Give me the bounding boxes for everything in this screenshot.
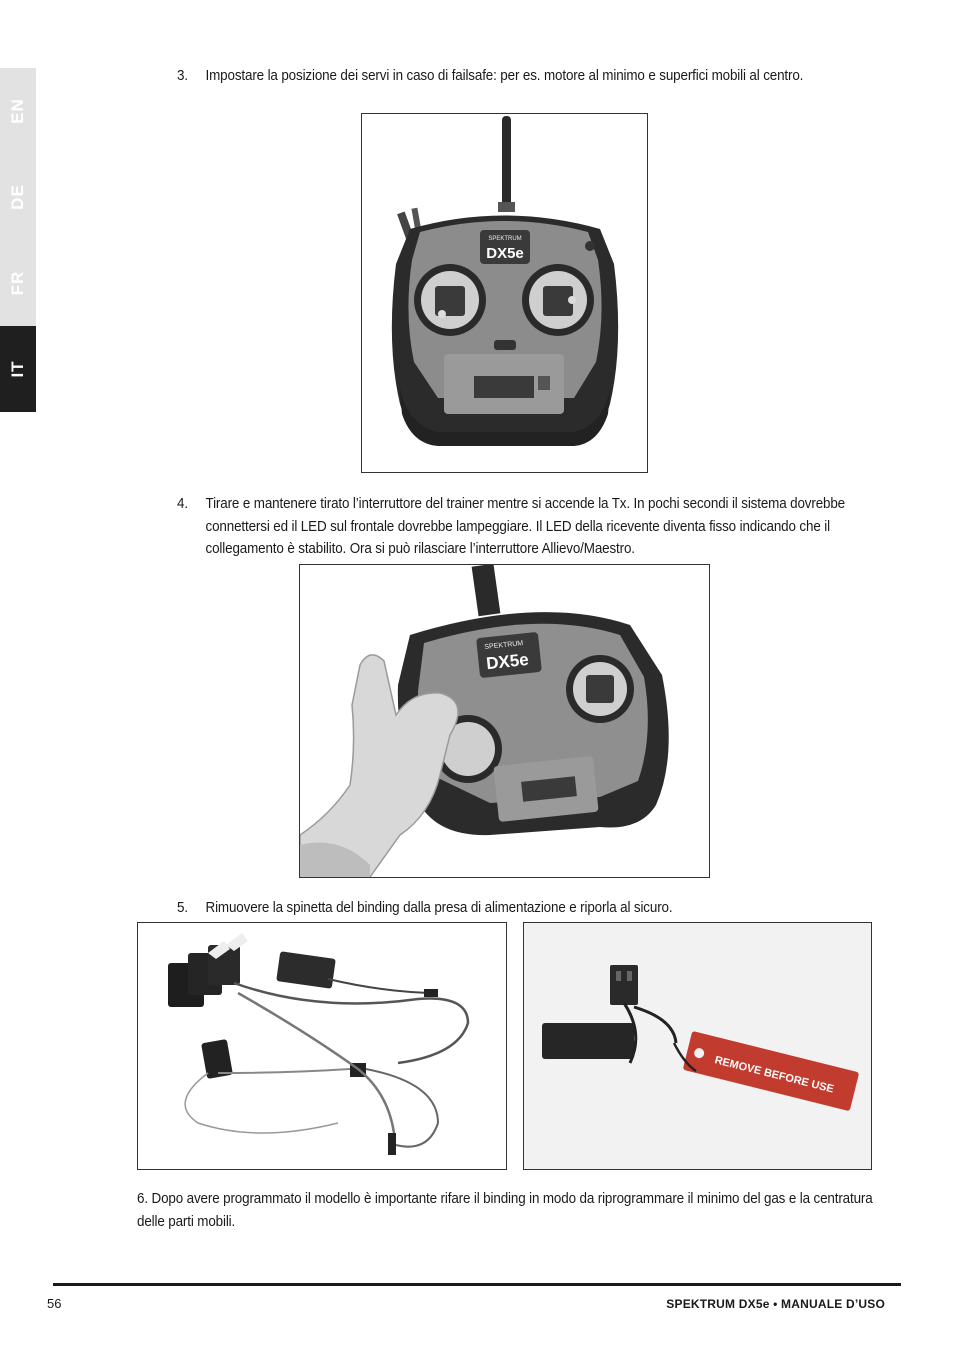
tab-en[interactable]: [0, 68, 36, 154]
tx-hand-brand: SPEKTRUM: [484, 639, 524, 652]
tx-front-brand: SPEKTRUM: [488, 236, 522, 242]
footer-title: SPEKTRUM DX5e • MANUALE D’USO: [666, 1297, 885, 1311]
step-5-text: Rimuovere la spinetta del binding dalla presa di alimentazione e riporla al sicuro.: [205, 900, 673, 916]
page-number: 56: [47, 1296, 62, 1311]
tab-it[interactable]: [0, 326, 36, 412]
step-6-text: 6. Dopo avere programmato il modello è importante rifare il binding in modo da riprogrammare il minimo del gas e la centratura delle parti mobili.: [137, 1191, 873, 1230]
step-3-number: 3.: [177, 68, 188, 84]
tag-label: REMOVE BEFORE USE: [713, 1054, 835, 1096]
step-5-number: 5.: [177, 900, 188, 916]
footer-rule: [53, 1283, 901, 1286]
transmitter-front-illustration: [362, 114, 647, 472]
tab-fr[interactable]: [0, 240, 36, 326]
step-4: [177, 493, 867, 561]
receiver-wiring-illustration: [138, 923, 506, 1169]
step-4-text: Tirare e mantenere tirato l’interruttore del trainer mentre si accende la Tx. In pochi secondi il sistema dovrebbe connettersi ed il LED sul frontale dovrebbe lampeggiare. Il LED della ricevente diventa fisso indicando che il collegamento è stabilito. Ora si può rilasciare l’interruttore Allievo/Maestro.: [205, 496, 846, 557]
tab-fr-label: FR: [8, 270, 27, 296]
step-5: [177, 897, 839, 920]
transmitter-hand-illustration: [300, 565, 709, 877]
receiver-wiring-photo: [137, 922, 507, 1170]
tab-de-label: DE: [8, 184, 27, 210]
tx-hand-model: DX5e: [485, 649, 530, 674]
transmitter-front-photo: [361, 113, 648, 473]
tab-it-label: IT: [8, 360, 27, 378]
tab-de[interactable]: [0, 154, 36, 240]
bind-plug-illustration: [524, 923, 871, 1169]
step-3-text: Impostare la posizione dei servi in caso di failsafe: per es. motore al minimo e superfici mobili al centro.: [205, 68, 804, 84]
tab-en-label: EN: [8, 98, 27, 124]
step-6: [137, 1188, 873, 1233]
tx-front-model: DX5e: [486, 245, 524, 262]
bind-plug-photo: [523, 922, 872, 1170]
step-4-number: 4.: [177, 496, 188, 512]
transmitter-hand-photo: [299, 564, 710, 878]
step-3: [177, 65, 853, 88]
language-tabs: [0, 68, 36, 412]
